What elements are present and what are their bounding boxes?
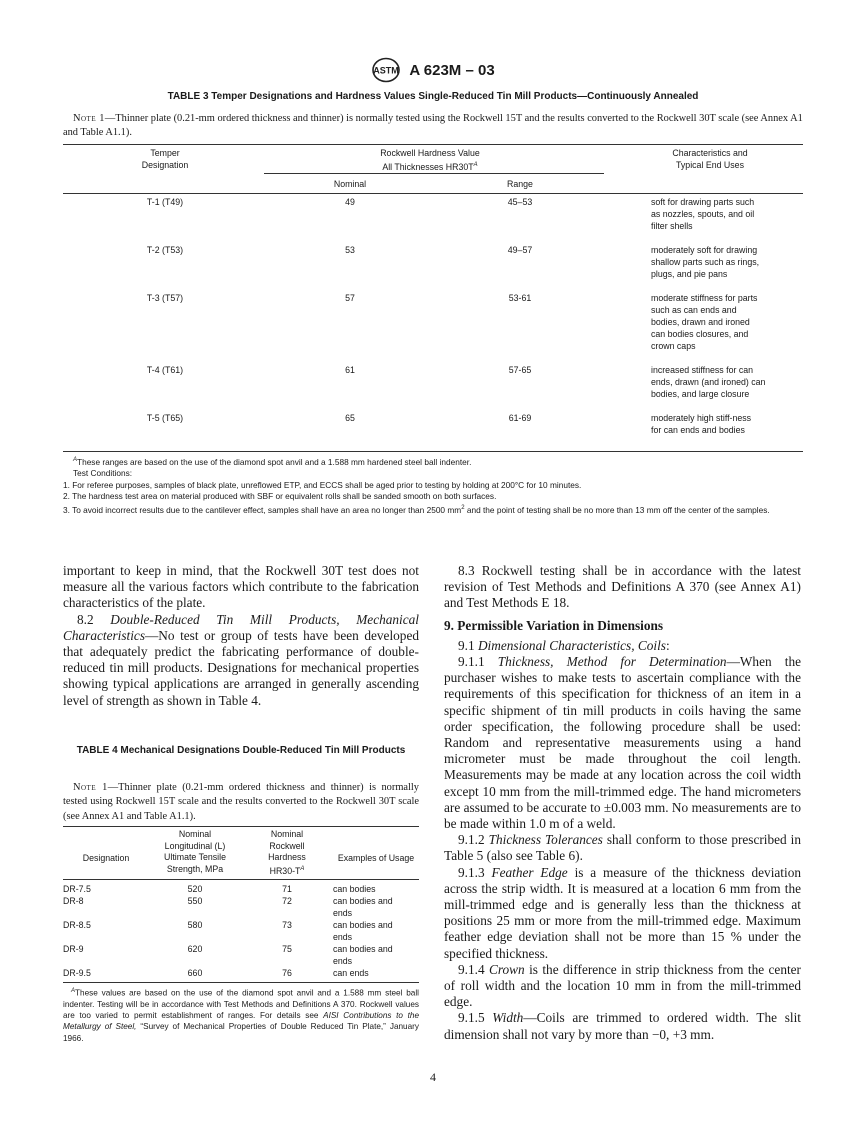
table3-footnotes bbox=[63, 455, 808, 516]
note-label: Note 1 bbox=[73, 113, 105, 124]
table4-hardness-4: 75 bbox=[282, 944, 292, 954]
table3-test-conditions: Test Conditions: bbox=[73, 468, 133, 479]
table4-designation-5: DR-9.5 bbox=[63, 968, 91, 978]
document-designation: A 623M – 03 bbox=[409, 61, 495, 79]
table3-nominal-1: 49 bbox=[345, 197, 355, 207]
table3-condition-3: 3. To avoid incorrect results due to the cantilever effect, samples shall have an area no longer than 2500 $mm^2$ and the point of testing shall be no more than 13 mm off the center of the samples. bbox=[63, 504, 770, 515]
table3-range-2: 49–57 bbox=[507, 245, 533, 255]
table3-caption: TABLE 3 Temper Designations and Hardness Values Single-Reduced Tin Mill Products—Continuously Annealed bbox=[167, 91, 699, 102]
table3-nominal-4: 61 bbox=[345, 365, 355, 375]
table4-usage-2: can bodies and ends bbox=[333, 896, 393, 918]
table3-uses-2: moderately soft for drawing shallow parts such as rings, plugs, and pie pans bbox=[651, 245, 760, 279]
table3-top-rule bbox=[63, 144, 803, 145]
table4-hardness-3: 73 bbox=[282, 920, 292, 930]
table3-header-rule bbox=[63, 193, 803, 194]
table3-range-1: 45–53 bbox=[507, 197, 533, 207]
table3-nominal-3: 57 bbox=[345, 293, 355, 303]
table3-temper-4: T-4 (T61) bbox=[146, 365, 184, 375]
table3-header-nominal: Nominal bbox=[333, 179, 367, 189]
paragraph-9-1-3: 9.1.3 Feather Edge is a measure of the thickness deviation across the strip width. It is measured at a location 6 mm from the mill-trimmed edge and is generally less than the thickness at positions 25 mm or more from the mill-trimmed edge. Maximum feather edge deviation shall not be more than 15 % under the specified thickness. bbox=[444, 864, 801, 961]
table4-designation-3: DR-8.5 bbox=[63, 920, 91, 930]
table3-footnote-a: $^A$These ranges are based on the use of the diamond spot anvil and a 1.588 mm hardened steel ball indenter. bbox=[73, 456, 472, 467]
table4-footnote-a: $^A$These values are based on the use of the diamond spot anvil and a 1.588 mm steel ball indenter. Testing will be in accordance with Test Methods and Definitions A 370. Rockwell values are too varied to permit establishment of ranges. For details see AISI Contributions to the Metallurgy of Steel, “Survey of Mechanical Properties of Double Reduced Tin Plate,” January 1966. bbox=[63, 988, 419, 1043]
paragraph-9-1-1: 9.1.1 Thickness, Method for Determination—When the purchaser wishes to make tests to ascertain compliance with the requirements of this specification for thickness of an item in a specific shipment of tin mill products in coils having the same order specification, the following procedure shall be used: Random and representative measurements using a hand micrometer must be made throughout the coil length. Measurements may be made at any location across the coil width except 10 mm from the mill-trimmed edge. The hand micrometers are assumed to be accurate to ±0.003 mm. No measurements are to be made within 1.0 m of a weld. bbox=[444, 654, 801, 832]
paragraph-9-1-4: 9.1.4 Crown is the difference in strip thickness from the center of roll width and the location 10 mm in from the mill-trimmed edge. bbox=[444, 961, 801, 1010]
table3-condition-1: 1. For referee purposes, samples of black plate, unreflowed ETP, and ECCS shall be aged prior to testing by holding at 200°C for 10 minutes. bbox=[63, 479, 582, 490]
table3-range-3: 53-61 bbox=[508, 293, 532, 303]
table3-header-range: Range bbox=[507, 179, 533, 189]
paragraph-9-1-5: 9.1.5 Width—Coils are trimmed to ordered width. The slit dimension shall not vary by more than −0, +3 mm. bbox=[444, 1010, 801, 1042]
paragraph-9-1-2: 9.1.2 Thickness Tolerances shall conform to those prescribed in Table 5 (also see Table 6). bbox=[444, 832, 802, 864]
table3-header-characteristics: Characteristics and Typical End Uses bbox=[672, 148, 748, 170]
table4-usage-1: can bodies bbox=[333, 884, 376, 894]
table4-usage-4: can bodies and ends bbox=[333, 944, 393, 966]
table4-designation-1: DR-7.5 bbox=[63, 884, 91, 894]
astm-logo-icon bbox=[371, 57, 401, 83]
table4-designation-2: DR-8 bbox=[63, 896, 84, 906]
note-text: —Thinner plate (0.21-mm ordered thickness and thinner) is normally tested using Rockwell 15T scale and the results converted to the Rockwell 30T scale (see Annex A1 and Table A1.1). bbox=[63, 782, 420, 822]
table4-header-hardness: Nominal Rockwell Hardness $HR30-T^A$ bbox=[268, 829, 306, 876]
table3-nominal-2: 53 bbox=[345, 245, 355, 255]
svg-text:ASTM: ASTM bbox=[373, 65, 400, 76]
table4-tensile-3: 580 bbox=[187, 920, 203, 930]
table4-tensile-5: 660 bbox=[187, 968, 203, 978]
table4-tensile-4: 620 bbox=[187, 944, 203, 954]
table4-header-tensile: Nominal Longitudinal (L) Ultimate Tensile Strength, MPa bbox=[164, 829, 226, 874]
table3-note bbox=[63, 112, 803, 140]
table3-bottom-rule bbox=[63, 451, 803, 452]
note-label: Note 1 bbox=[73, 782, 108, 793]
table4-tensile-1: 520 bbox=[187, 884, 203, 894]
paragraph-8-1-end: important to keep in mind, that the Rockwell 30T test does not measure all the various factors which contribute to the fabrication characteristics of the plate. bbox=[63, 563, 419, 611]
table3-uses-1: soft for drawing parts such as nozzles, spouts, and oil filter shells bbox=[651, 197, 755, 231]
table3-uses-5: moderately high stiff-ness for can ends and bodies bbox=[651, 413, 752, 435]
table4-caption: TABLE 4 Mechanical Designations Double-Reduced Tin Mill Products bbox=[76, 745, 406, 756]
right-column-text bbox=[444, 563, 801, 1043]
table3-nominal-5: 65 bbox=[345, 413, 355, 423]
table4-note bbox=[63, 781, 419, 824]
table3-header-rockwell: Rockwell Hardness Value All Thicknesses $HR30T^A$ bbox=[380, 148, 480, 172]
table3-uses-3: moderate stiffness for parts such as can ends and bodies, drawn and ironed can bodies closures, and crown caps bbox=[651, 293, 758, 351]
table4-tensile-2: 550 bbox=[187, 896, 203, 906]
page-header bbox=[0, 57, 866, 83]
table4-top-rule bbox=[63, 826, 419, 827]
table4-hardness-1: 71 bbox=[282, 884, 292, 894]
table4-header-rule bbox=[63, 879, 419, 880]
table4-header-designation: Designation bbox=[82, 853, 130, 863]
table3-range-4: 57-65 bbox=[508, 365, 532, 375]
page-number: 4 bbox=[430, 1070, 436, 1084]
section-9-heading: 9. Permissible Variation in Dimensions bbox=[444, 617, 664, 633]
table4-bottom-rule bbox=[63, 982, 419, 983]
table3-temper-2: T-2 (T53) bbox=[146, 245, 184, 255]
table4-hardness-5: 76 bbox=[282, 968, 292, 978]
note-text: —Thinner plate (0.21-mm ordered thickness and thinner) is normally tested using the Rockwell 15T and the results converted to the Rockwell 30T scale (see Annex A1 and Table A1.1). bbox=[63, 113, 803, 138]
table3-condition-2: 2. The hardness test area on material produced with SBF or equivalent rolls shall be sanded smooth on both surfaces. bbox=[63, 491, 497, 502]
table4-usage-5: can ends bbox=[333, 968, 369, 978]
left-column-text bbox=[63, 563, 419, 709]
table4-designation-4: DR-9 bbox=[63, 944, 84, 954]
table3-range-5: 61-69 bbox=[508, 413, 532, 423]
table3-temper-5: T-5 (T65) bbox=[146, 413, 184, 423]
paragraph-8-3: 8.3 Rockwell testing shall be in accordance with the latest revision of Test Methods and Definitions A 370 (see Annex A1) and Test Methods E 18. bbox=[444, 563, 801, 611]
table4-usage-3: can bodies and ends bbox=[333, 920, 393, 942]
table4-header-usage: Examples of Usage bbox=[337, 853, 415, 863]
paragraph-8-2: 8.2 Double-Reduced Tin Mill Products, Mechanical Characteristics—No test or group of tests have been developed that adequately predict the fabricating performance of double-reduced tin mill products. Designations for mechanical properties showing typical applications are arranged in generally ascending level of strength as shown in Table 4. bbox=[63, 611, 419, 708]
paragraph-9-1: 9.1 Dimensional Characteristics, Coils: bbox=[458, 637, 670, 653]
table4-hardness-2: 72 bbox=[282, 896, 292, 906]
table3-header-temper: Temper Designation bbox=[141, 148, 189, 170]
table3-uses-4: increased stiffness for can ends, drawn (and ironed) can bodies, and large closure bbox=[651, 365, 766, 399]
table3-temper-3: T-3 (T57) bbox=[146, 293, 184, 303]
table3-span-rule bbox=[264, 173, 604, 174]
table3-temper-1: T-1 (T49) bbox=[146, 197, 184, 207]
